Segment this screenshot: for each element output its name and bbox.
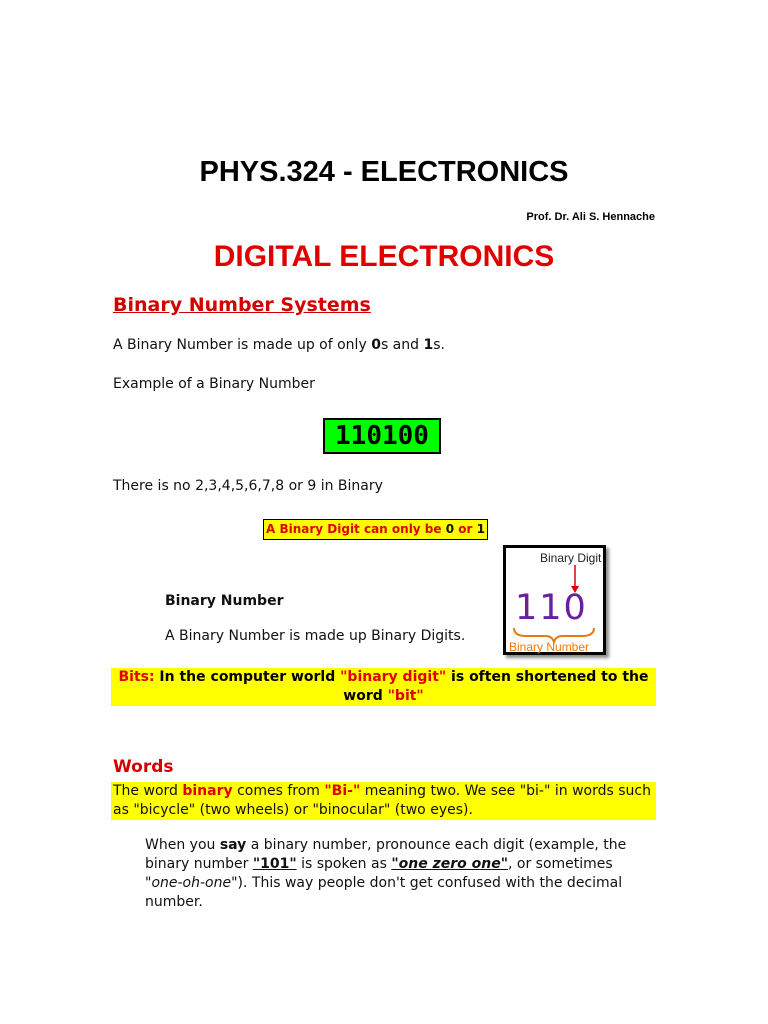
binary-intro-paragraph [113,337,445,353]
section-heading-binary-number-systems: Binary Number Systems [113,294,371,316]
pronounce-p2: a binary number, pronounce each digit (example, the binary number [145,837,627,872]
intro-zero: 0 [371,337,381,353]
example-label: Example of a Binary Number [113,376,315,392]
bits-quote-binary-digit: "binary digit" [340,669,447,685]
figure-label-binary-number: Binary Number [509,640,590,654]
pronounce-p3: is spoken as [296,856,392,872]
words-line-1: The word [113,783,183,799]
digit-note-or: or [454,522,477,536]
pronounce-p1: When you [145,837,220,853]
bits-quote-bit: "bit" [387,688,424,704]
figure-number: 110 [515,588,588,628]
intro-suffix: s. [433,337,445,353]
pronounce-spoken: "one zero one" [391,856,508,872]
bits-text-1: In the computer world [154,669,341,685]
pronounce-paragraph [145,836,645,912]
course-title: PHYS.324 - ELECTRONICS [199,156,569,188]
intro-prefix: A Binary Number is made up of only [113,337,372,353]
digit-note-zero: 0 [445,522,455,536]
pronounce-p5: ). This way people don't get confused with the decimal number. [145,875,623,910]
no-digits-text: There is no 2,3,4,5,6,7,8 or 9 in Binary [113,478,383,494]
binary-digit-note [263,519,488,540]
pronounce-say: say [219,837,247,853]
pronounce-alt: "one-oh-one" [145,875,238,891]
bits-highlight-box [111,668,656,706]
words-highlight-box [111,782,656,820]
words-heading: Words [113,757,174,777]
pronounce-p4: , or sometimes [508,856,613,872]
pronounce-num: "101" [252,856,297,872]
bits-text-2: is often shortened to the word [343,669,649,704]
words-binary: binary [182,783,233,799]
main-title: DIGITAL ELECTRONICS [213,240,555,273]
example-binary-number: 110100 [323,418,441,454]
words-line-2: comes from [232,783,325,799]
words-bi: "Bi-" [324,783,361,799]
figure-label-binary-digit: Binary Digit [540,551,602,565]
binary-number-text: A Binary Number is made up Binary Digits. [165,628,466,644]
intro-one: 1 [423,337,434,353]
author-name: Prof. Dr. Ali S. Hennache [526,211,655,223]
bits-label: Bits: [118,669,155,685]
intro-middle: s and [380,337,424,353]
binary-digit-figure [503,545,606,655]
digit-note-prefix: A Binary Digit can only be [266,522,446,536]
words-line-3: meaning two. We see "bi-" in words such as "bicycle" (two wheels) or "binocular" (two eyes). [113,783,651,818]
binary-number-heading: Binary Number [165,593,284,609]
digit-note-one: 1 [476,522,485,536]
